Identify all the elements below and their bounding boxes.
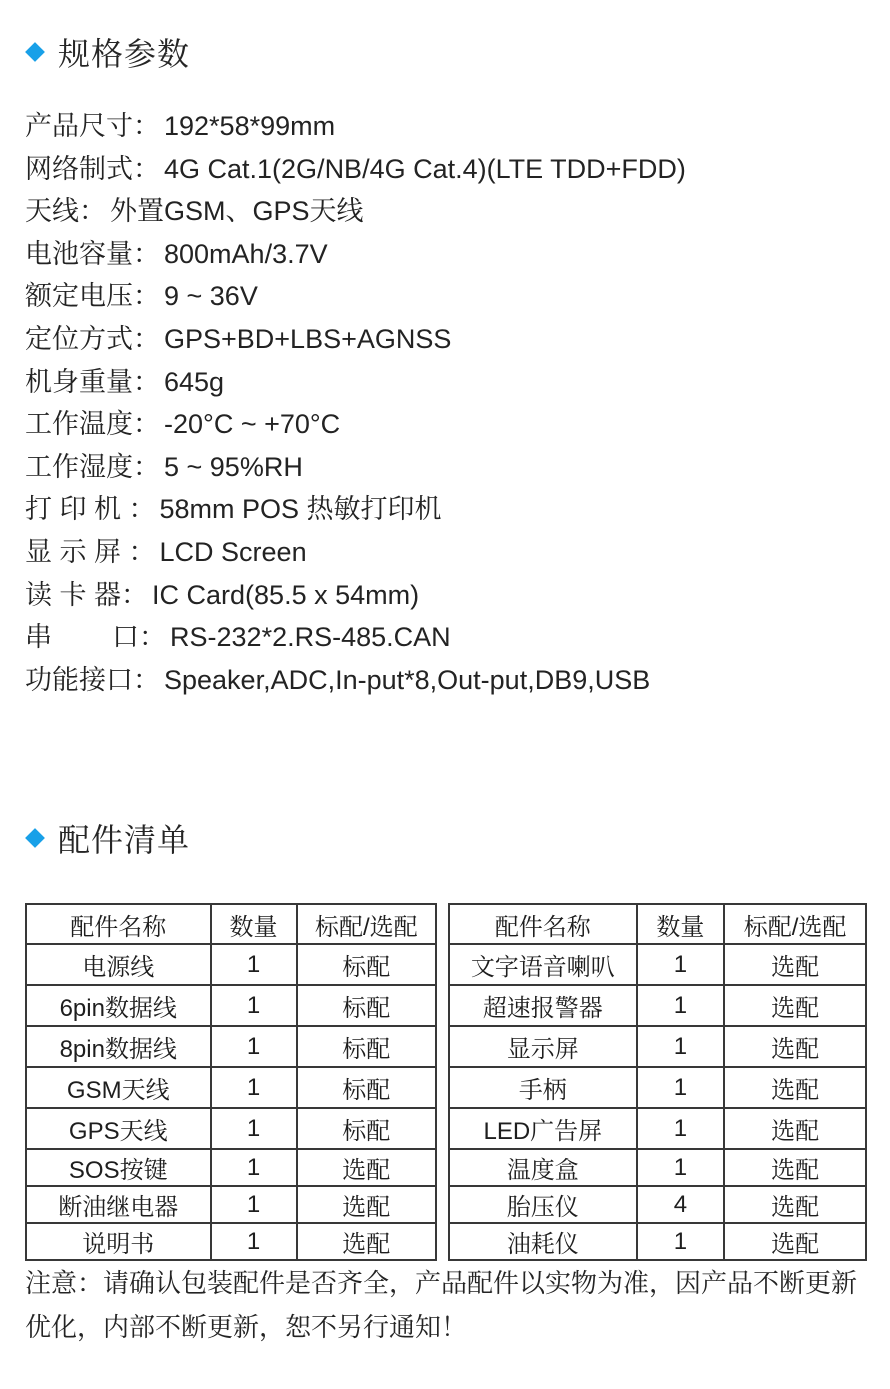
- qty-cell: 1: [211, 1108, 297, 1149]
- table-row: [449, 985, 866, 1026]
- spec-label: 机身重量：: [25, 366, 160, 397]
- spec-label: 额定电压：: [25, 281, 160, 312]
- accessory-name-cell: 温度盒: [449, 1149, 637, 1186]
- qty-cell: 1: [637, 1149, 725, 1186]
- type-cell: 选配: [724, 1067, 866, 1108]
- table-header-row: [26, 904, 436, 944]
- accessory-name-cell: 断油继电器: [26, 1186, 211, 1223]
- table-row: [449, 1026, 866, 1067]
- table-row: [449, 1149, 866, 1186]
- accessory-name-cell: 显示屏: [449, 1026, 637, 1067]
- table-row: [26, 944, 436, 985]
- spec-value: 9 ~ 36V: [164, 281, 258, 312]
- table-row: [26, 1108, 436, 1149]
- spec-item-antenna: [25, 190, 686, 233]
- spec-label: 工作湿度：: [25, 451, 160, 482]
- spec-value: 4G Cat.1(2G/NB/4G Cat.4)(LTE TDD+FDD): [164, 153, 686, 184]
- spec-value: GPS+BD+LBS+AGNSS: [164, 323, 452, 354]
- diamond-bullet-icon: [25, 42, 45, 62]
- qty-cell: 1: [637, 1108, 725, 1149]
- spec-section-heading: [28, 34, 190, 70]
- spec-label: 读 卡 器：: [25, 579, 149, 610]
- qty-cell: 1: [211, 944, 297, 985]
- accessory-name-cell: 胎压仪: [449, 1186, 637, 1223]
- spec-item-positioning: [25, 318, 686, 361]
- spec-item-card-reader: [25, 574, 686, 617]
- spec-section-title: 规格参数: [58, 36, 191, 72]
- type-cell: 标配: [297, 1026, 436, 1067]
- table-row: [449, 944, 866, 985]
- spec-item-humidity: [25, 446, 686, 489]
- table-row: [26, 1149, 436, 1186]
- accessory-name-cell: GSM天线: [26, 1067, 211, 1108]
- table-row: [26, 1223, 436, 1260]
- type-cell: 标配: [297, 1067, 436, 1108]
- spec-item-serial-port: [25, 616, 686, 659]
- spec-item-product-size: [25, 105, 686, 148]
- type-cell: 标配: [297, 985, 436, 1026]
- qty-cell: 1: [211, 985, 297, 1026]
- table-row: [449, 1108, 866, 1149]
- type-cell: 选配: [297, 1149, 436, 1186]
- table-row: [449, 1067, 866, 1108]
- spec-label: 定位方式：: [25, 323, 160, 354]
- spec-value: 192*58*99mm: [164, 111, 336, 141]
- spec-label: 串 口：: [25, 622, 167, 653]
- spec-value: 58mm POS 热敏打印机: [159, 494, 442, 525]
- accessory-name-cell: 说明书: [26, 1223, 211, 1260]
- spec-value: 5 ~ 95%RH: [164, 451, 303, 482]
- qty-cell: 1: [211, 1186, 297, 1223]
- spec-label: 显 示 屏 ：: [25, 536, 156, 567]
- header-accessory-name: 配件名称: [449, 904, 637, 944]
- diamond-bullet-icon: [25, 828, 45, 848]
- type-cell: 标配: [297, 1108, 436, 1149]
- qty-cell: 1: [637, 985, 725, 1026]
- spec-label: 打 印 机 ：: [25, 494, 156, 525]
- table-row: [26, 985, 436, 1026]
- accessory-name-cell: GPS天线: [26, 1108, 211, 1149]
- type-cell: 选配: [724, 1223, 866, 1260]
- accessory-name-cell: 文字语音喇叭: [449, 944, 637, 985]
- spec-value: LCD Screen: [159, 536, 307, 567]
- spec-label: 工作温度：: [25, 409, 160, 440]
- qty-cell: 4: [637, 1186, 725, 1223]
- type-cell: 选配: [724, 985, 866, 1026]
- spec-label: 产品尺寸：: [25, 111, 160, 141]
- qty-cell: 1: [637, 1223, 725, 1260]
- table-row: [449, 1186, 866, 1223]
- type-cell: 选配: [724, 1026, 866, 1067]
- header-type: 标配/选配: [724, 904, 866, 944]
- table-row: [26, 1186, 436, 1223]
- header-qty: 数量: [211, 904, 297, 944]
- qty-cell: 1: [211, 1223, 297, 1260]
- type-cell: 选配: [724, 944, 866, 985]
- spec-label: 功能接口：: [25, 664, 160, 695]
- type-cell: 标配: [297, 944, 436, 985]
- table-header-row: [449, 904, 866, 944]
- spec-label: 网络制式：: [25, 153, 160, 184]
- header-qty: 数量: [637, 904, 725, 944]
- spec-item-function-ports: [25, 659, 686, 702]
- table-row: [26, 1067, 436, 1108]
- accessory-name-cell: 油耗仪: [449, 1223, 637, 1260]
- spec-value: -20°C ~ +70°C: [164, 409, 341, 440]
- table-row: [26, 1026, 436, 1067]
- spec-item-weight: [25, 361, 686, 404]
- spec-value: RS-232*2.RS-485.CAN: [170, 622, 451, 653]
- spec-item-display: [25, 531, 686, 574]
- type-cell: 选配: [724, 1149, 866, 1186]
- spec-value: Speaker,ADC,In-put*8,Out-put,DB9,USB: [164, 664, 651, 695]
- accessories-table-right: [448, 903, 867, 1261]
- spec-value: 800mAh/3.7V: [164, 238, 328, 269]
- accessory-name-cell: 8pin数据线: [26, 1026, 211, 1067]
- accessories-section-title: 配件清单: [58, 822, 191, 858]
- spec-label: 天线：: [25, 196, 106, 227]
- spec-value: 645g: [164, 366, 225, 397]
- qty-cell: 1: [211, 1067, 297, 1108]
- table-row: [449, 1223, 866, 1260]
- accessories-section-heading: [28, 820, 190, 856]
- accessory-name-cell: 6pin数据线: [26, 985, 211, 1026]
- accessory-name-cell: 手柄: [449, 1067, 637, 1108]
- spec-value: IC Card(85.5 x 54mm): [152, 579, 420, 610]
- spec-label: 电池容量：: [25, 238, 160, 269]
- type-cell: 选配: [724, 1108, 866, 1149]
- type-cell: 选配: [297, 1186, 436, 1223]
- spec-item-network: [25, 148, 686, 191]
- spec-item-battery: [25, 233, 686, 276]
- spec-item-work-temp: [25, 403, 686, 446]
- accessory-name-cell: SOS按键: [26, 1149, 211, 1186]
- qty-cell: 1: [211, 1149, 297, 1186]
- header-accessory-name: 配件名称: [26, 904, 211, 944]
- spec-item-voltage: [25, 275, 686, 318]
- accessory-name-cell: 电源线: [26, 944, 211, 985]
- accessories-table-left: [25, 903, 437, 1261]
- spec-item-printer: [25, 488, 686, 531]
- type-cell: 选配: [297, 1223, 436, 1260]
- accessory-name-cell: LED广告屏: [449, 1108, 637, 1149]
- accessory-name-cell: 超速报警器: [449, 985, 637, 1026]
- qty-cell: 1: [637, 1067, 725, 1108]
- spec-value: 外置GSM、GPS天线: [110, 196, 364, 227]
- qty-cell: 1: [637, 1026, 725, 1067]
- qty-cell: 1: [211, 1026, 297, 1067]
- packing-note: 注意：请确认包装配件是否齐全，产品配件以实物为准，因产品不断更新优化，内部不断更新，恕不另行通知！: [25, 1268, 858, 1342]
- spec-list: [25, 105, 686, 701]
- type-cell: 选配: [724, 1186, 866, 1223]
- qty-cell: 1: [637, 944, 725, 985]
- header-type: 标配/选配: [297, 904, 436, 944]
